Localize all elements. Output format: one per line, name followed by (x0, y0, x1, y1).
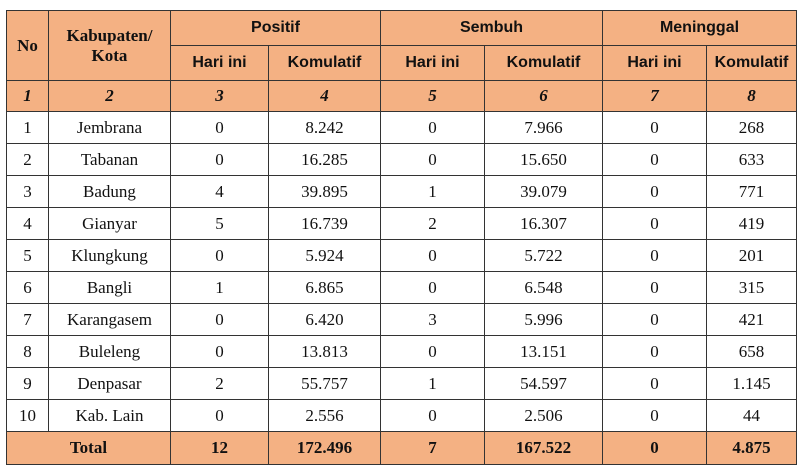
cell-meninggal-komulatif: 268 (707, 112, 797, 144)
total-meninggal-hari-ini: 0 (603, 432, 707, 465)
table-row (7, 144, 797, 176)
header-kabupaten-line1: Kabupaten/ (66, 25, 153, 45)
header-positif: Positif (171, 11, 381, 46)
table-row (7, 176, 797, 208)
table-row (7, 112, 797, 144)
cell-no: 5 (7, 240, 49, 272)
cell-meninggal-komulatif: 633 (707, 144, 797, 176)
covid-cases-table (6, 10, 797, 465)
cell-sembuh-hari-ini: 0 (381, 272, 485, 304)
cell-meninggal-komulatif: 421 (707, 304, 797, 336)
header-meninggal-hari-ini: Hari ini (603, 46, 707, 81)
column-index: 2 (49, 81, 171, 112)
cell-positif-komulatif: 6.420 (269, 304, 381, 336)
column-index: 4 (269, 81, 381, 112)
column-index: 3 (171, 81, 269, 112)
cell-meninggal-komulatif: 44 (707, 400, 797, 432)
cell-kabupaten: Gianyar (49, 208, 171, 240)
total-row (7, 432, 797, 465)
cell-sembuh-komulatif: 16.307 (485, 208, 603, 240)
cell-sembuh-komulatif: 6.548 (485, 272, 603, 304)
cell-positif-hari-ini: 0 (171, 144, 269, 176)
cell-positif-komulatif: 13.813 (269, 336, 381, 368)
cell-sembuh-hari-ini: 0 (381, 336, 485, 368)
cell-kabupaten: Tabanan (49, 144, 171, 176)
cell-positif-hari-ini: 5 (171, 208, 269, 240)
cell-sembuh-komulatif: 5.996 (485, 304, 603, 336)
cell-meninggal-hari-ini: 0 (603, 400, 707, 432)
cell-meninggal-komulatif: 419 (707, 208, 797, 240)
cell-meninggal-komulatif: 315 (707, 272, 797, 304)
column-index: 8 (707, 81, 797, 112)
cell-kabupaten: Buleleng (49, 336, 171, 368)
cell-sembuh-komulatif: 5.722 (485, 240, 603, 272)
cell-positif-hari-ini: 0 (171, 336, 269, 368)
cell-meninggal-hari-ini: 0 (603, 304, 707, 336)
total-positif-komulatif: 172.496 (269, 432, 381, 465)
cell-positif-komulatif: 39.895 (269, 176, 381, 208)
cell-sembuh-hari-ini: 0 (381, 240, 485, 272)
cell-meninggal-hari-ini: 0 (603, 112, 707, 144)
cell-no: 2 (7, 144, 49, 176)
cell-meninggal-hari-ini: 0 (603, 208, 707, 240)
header-sembuh-hari-ini: Hari ini (381, 46, 485, 81)
cell-sembuh-hari-ini: 3 (381, 304, 485, 336)
cell-kabupaten: Kab. Lain (49, 400, 171, 432)
cell-sembuh-komulatif: 39.079 (485, 176, 603, 208)
cell-sembuh-komulatif: 2.506 (485, 400, 603, 432)
cell-positif-komulatif: 6.865 (269, 272, 381, 304)
table-header (7, 11, 797, 112)
cell-positif-hari-ini: 0 (171, 304, 269, 336)
table-row (7, 368, 797, 400)
cell-no: 9 (7, 368, 49, 400)
cell-positif-komulatif: 55.757 (269, 368, 381, 400)
cell-sembuh-komulatif: 7.966 (485, 112, 603, 144)
table-body (7, 112, 797, 432)
cell-no: 10 (7, 400, 49, 432)
column-index: 5 (381, 81, 485, 112)
cell-kabupaten: Denpasar (49, 368, 171, 400)
column-index: 6 (485, 81, 603, 112)
cell-sembuh-hari-ini: 1 (381, 368, 485, 400)
header-kabupaten-line2: Kota (91, 45, 128, 65)
cell-kabupaten: Jembrana (49, 112, 171, 144)
table-row (7, 400, 797, 432)
table-row (7, 304, 797, 336)
cell-sembuh-hari-ini: 2 (381, 208, 485, 240)
cell-no: 8 (7, 336, 49, 368)
cell-positif-komulatif: 16.285 (269, 144, 381, 176)
cell-positif-hari-ini: 2 (171, 368, 269, 400)
cell-positif-hari-ini: 1 (171, 272, 269, 304)
header-sembuh-komulatif: Komulatif (485, 46, 603, 81)
cell-kabupaten: Badung (49, 176, 171, 208)
cell-meninggal-hari-ini: 0 (603, 272, 707, 304)
header-positif-hari-ini: Hari ini (171, 46, 269, 81)
header-positif-komulatif: Komulatif (269, 46, 381, 81)
cell-positif-hari-ini: 0 (171, 240, 269, 272)
cell-no: 4 (7, 208, 49, 240)
cell-positif-komulatif: 8.242 (269, 112, 381, 144)
total-label: Total (7, 432, 171, 465)
cell-positif-komulatif: 16.739 (269, 208, 381, 240)
column-index: 1 (7, 81, 49, 112)
cell-kabupaten: Bangli (49, 272, 171, 304)
header-no: No (7, 11, 49, 81)
cell-positif-komulatif: 5.924 (269, 240, 381, 272)
cell-sembuh-komulatif: 13.151 (485, 336, 603, 368)
cell-sembuh-hari-ini: 0 (381, 400, 485, 432)
table-row (7, 208, 797, 240)
cell-sembuh-komulatif: 54.597 (485, 368, 603, 400)
table-row (7, 272, 797, 304)
cell-no: 1 (7, 112, 49, 144)
header-meninggal: Meninggal (603, 11, 797, 46)
cell-no: 6 (7, 272, 49, 304)
header-meninggal-komulatif: Komulatif (707, 46, 797, 81)
column-index: 7 (603, 81, 707, 112)
cell-kabupaten: Klungkung (49, 240, 171, 272)
total-sembuh-komulatif: 167.522 (485, 432, 603, 465)
cell-positif-hari-ini: 4 (171, 176, 269, 208)
cell-meninggal-komulatif: 1.145 (707, 368, 797, 400)
cell-sembuh-hari-ini: 0 (381, 112, 485, 144)
table-row (7, 240, 797, 272)
cell-meninggal-hari-ini: 0 (603, 336, 707, 368)
cell-meninggal-hari-ini: 0 (603, 368, 707, 400)
header-kabupaten (49, 11, 171, 81)
table-row (7, 336, 797, 368)
total-positif-hari-ini: 12 (171, 432, 269, 465)
cell-kabupaten: Karangasem (49, 304, 171, 336)
cell-meninggal-komulatif: 771 (707, 176, 797, 208)
cell-meninggal-hari-ini: 0 (603, 240, 707, 272)
cell-positif-hari-ini: 0 (171, 112, 269, 144)
table-footer (7, 432, 797, 465)
cell-sembuh-hari-ini: 0 (381, 144, 485, 176)
cell-no: 3 (7, 176, 49, 208)
cell-positif-komulatif: 2.556 (269, 400, 381, 432)
covid-table-container (6, 10, 797, 465)
header-sembuh: Sembuh (381, 11, 603, 46)
cell-positif-hari-ini: 0 (171, 400, 269, 432)
cell-meninggal-hari-ini: 0 (603, 176, 707, 208)
total-meninggal-komulatif: 4.875 (707, 432, 797, 465)
cell-meninggal-komulatif: 658 (707, 336, 797, 368)
cell-sembuh-komulatif: 15.650 (485, 144, 603, 176)
cell-no: 7 (7, 304, 49, 336)
cell-meninggal-komulatif: 201 (707, 240, 797, 272)
total-sembuh-hari-ini: 7 (381, 432, 485, 465)
cell-meninggal-hari-ini: 0 (603, 144, 707, 176)
cell-sembuh-hari-ini: 1 (381, 176, 485, 208)
